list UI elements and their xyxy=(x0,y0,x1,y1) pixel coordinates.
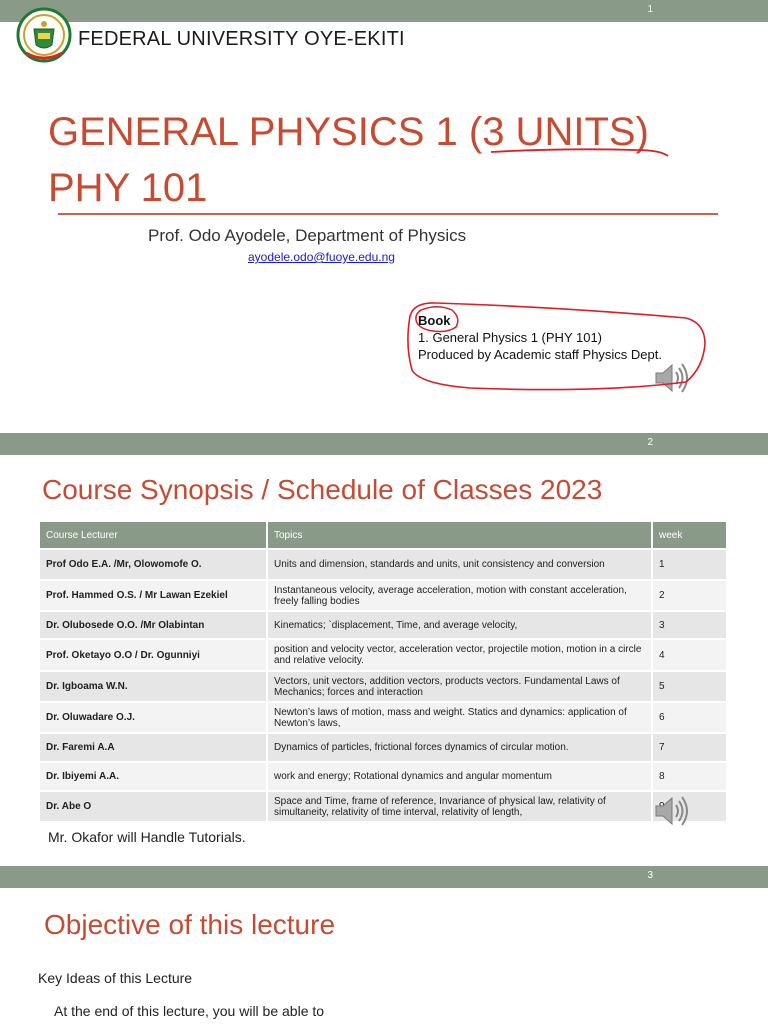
table-row xyxy=(40,791,726,821)
key-ideas-heading: Key Ideas of this Lecture xyxy=(38,970,193,986)
book-reference xyxy=(418,312,662,363)
table-row xyxy=(40,733,726,762)
lecturer-cell: Dr. Oluwadare O.J. xyxy=(40,702,267,733)
objective-title: Objective of this lecture xyxy=(44,909,336,940)
slide-2-header-band xyxy=(0,433,768,455)
slide-3-header-band xyxy=(0,866,768,888)
title-divider xyxy=(58,213,718,215)
course-title-line-2: PHY 101 xyxy=(48,166,208,210)
topics-cell: Instantaneous velocity, average acceleration, motion with constant acceleration, freely falling bodies xyxy=(267,580,652,611)
course-title-line-1: GENERAL PHYSICS 1 (3 UNITS) xyxy=(48,110,649,154)
slide-number: 3 xyxy=(647,870,653,881)
lecturer-cell: Dr. Olubosede O.O. /Mr Olabintan xyxy=(40,611,267,639)
university-name: FEDERAL UNIVERSITY OYE-EKITI xyxy=(78,28,405,50)
table-row xyxy=(40,702,726,733)
column-header-topics: Topics xyxy=(267,522,652,549)
topics-cell: Dynamics of particles, frictional forces dynamics of circular motion. xyxy=(267,733,652,762)
table-row xyxy=(40,549,726,580)
lecturer-cell: Prof. Oketayo O.O / Dr. Ogunniyi xyxy=(40,639,267,671)
slide-1-header-band xyxy=(0,0,768,22)
week-cell: 5 xyxy=(652,671,726,702)
lecturer-cell: Dr. Faremi A.A xyxy=(40,733,267,762)
week-cell: 8 xyxy=(652,762,726,791)
lecturer-cell: Prof Odo E.A. /Mr, Olowomofe O. xyxy=(40,549,267,580)
topics-cell: Units and dimension, standards and units, unit consistency and conversion xyxy=(267,549,652,580)
objective-intro: At the end of this lecture, you will be able to xyxy=(54,1003,325,1019)
lecturer-cell: Dr. Abe O xyxy=(40,791,267,821)
week-cell: 4 xyxy=(652,639,726,671)
book-note: Produced by Academic staff Physics Dept. xyxy=(418,347,662,362)
lecturer-cell: Dr. Igboama W.N. xyxy=(40,671,267,702)
column-header-week: week xyxy=(652,522,726,549)
column-header-lecturer: Course Lecturer xyxy=(40,522,267,549)
topics-cell: Vectors, unit vectors, addition vectors, products vectors. Fundamental Laws of Mechanics; forces and interaction xyxy=(267,671,652,702)
topics-cell: position and velocity vector, acceleration vector, projectile motion, motion in a circle and relative velocity. xyxy=(267,639,652,671)
university-seal-icon xyxy=(16,7,72,63)
lecturer-cell: Dr. Ibiyemi A.A. xyxy=(40,762,267,791)
week-cell: 2 xyxy=(652,580,726,611)
week-cell: 1 xyxy=(652,549,726,580)
slide-number: 1 xyxy=(647,4,653,15)
slide-number: 2 xyxy=(647,437,653,448)
week-cell: 3 xyxy=(652,611,726,639)
table-header-row xyxy=(40,522,726,549)
table-row xyxy=(40,580,726,611)
email-link[interactable]: ayodele.odo@fuoye.edu.ng xyxy=(248,250,395,264)
author-line: Prof. Odo Ayodele, Department of Physics xyxy=(148,226,467,245)
week-cell: 7 xyxy=(652,733,726,762)
week-cell: 6 xyxy=(652,702,726,733)
speaker-icon[interactable] xyxy=(652,793,692,829)
topics-cell: work and energy; Rotational dynamics and angular momentum xyxy=(267,762,652,791)
topics-cell: Newton’s laws of motion, mass and weight. Statics and dynamics: application of Newton’s laws, xyxy=(267,702,652,733)
speaker-icon[interactable] xyxy=(652,360,692,396)
table-row xyxy=(40,671,726,702)
book-item: 1. General Physics 1 (PHY 101) xyxy=(418,330,603,345)
topics-cell: Space and Time, frame of reference, Invariance of physical law, relativity of simultaneity, relativity of time interval, relativity of length, xyxy=(267,791,652,821)
schedule-table xyxy=(40,522,726,821)
schedule-title: Course Synopsis / Schedule of Classes 2023 xyxy=(42,474,603,505)
table-row xyxy=(40,762,726,791)
topics-cell: Kinematics; `displacement, Time, and average velocity, xyxy=(267,611,652,639)
tutorials-note: Mr. Okafor will Handle Tutorials. xyxy=(48,829,246,845)
course-title xyxy=(48,104,649,216)
table-row xyxy=(40,639,726,671)
book-heading: Book xyxy=(418,313,451,328)
lecturer-cell: Prof. Hammed O.S. / Mr Lawan Ezekiel xyxy=(40,580,267,611)
table-row xyxy=(40,611,726,639)
